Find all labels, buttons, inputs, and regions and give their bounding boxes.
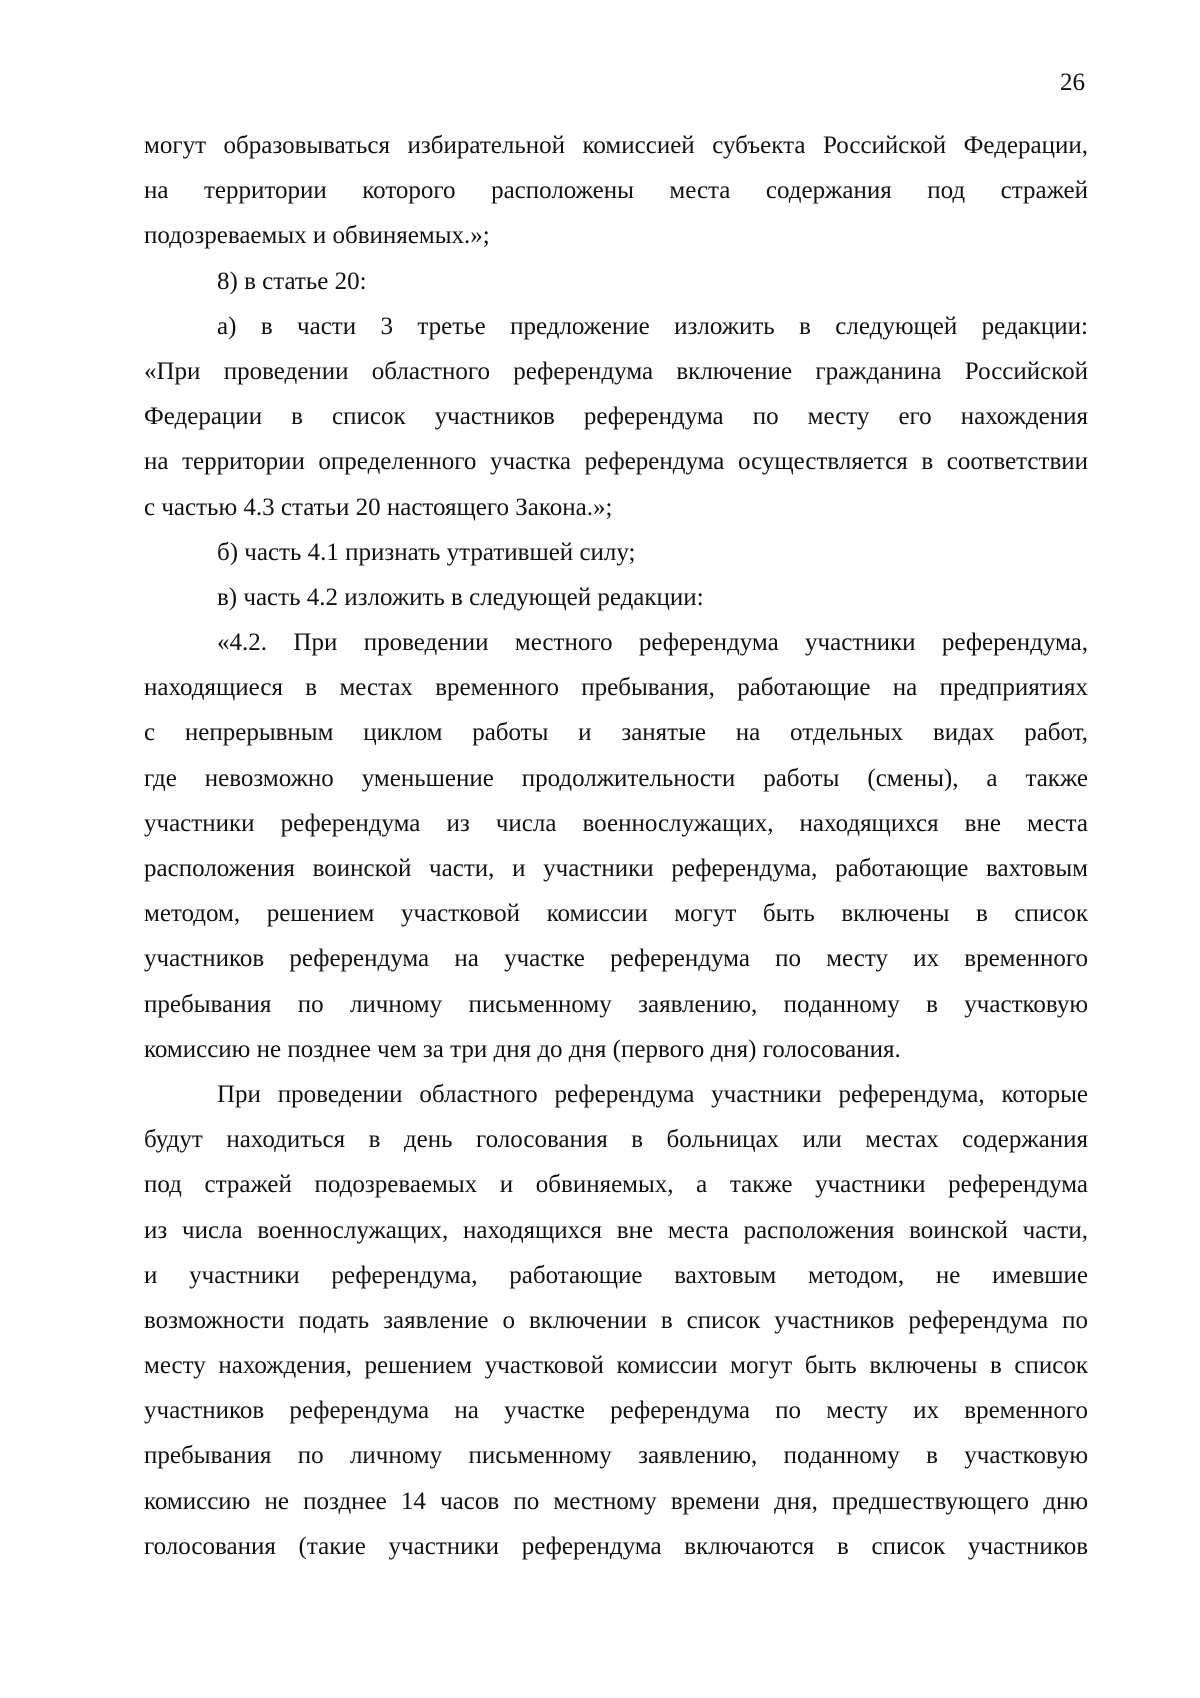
text-line: с непрерывным циклом работы и занятые на отдельных видах работ, <box>144 719 1088 747</box>
text-line: где невозможно уменьшение продолжительности работы (смены), а также <box>144 764 1088 792</box>
text-line: участники референдума из числа военнослужащих, находящихся вне места <box>144 809 1088 837</box>
text-line: 8) в статье 20: <box>217 267 367 295</box>
text-line: участников референдума на участке референдума по месту их временного <box>144 945 1088 973</box>
text-line: комиссию не позднее чем за три дня до дня (первого дня) голосования. <box>144 1035 901 1063</box>
text-line: будут находиться в день голосования в больницах или местах содержания <box>144 1126 1088 1154</box>
text-line: При проведении областного референдума участники референдума, которые <box>217 1080 1088 1108</box>
document-body <box>144 123 1088 1569</box>
text-line: под стражей подозреваемых и обвиняемых, а также участники референдума <box>144 1171 1088 1199</box>
text-line: подозреваемых и обвиняемых.»; <box>144 222 490 250</box>
text-line: с частью 4.3 статьи 20 настоящего Закона.»; <box>144 493 613 521</box>
text-line: и участники референдума, работающие вахтовым методом, не имевшие <box>144 1261 1088 1289</box>
text-line: а) в части 3 третье предложение изложить в следующей редакции: <box>217 312 1088 340</box>
page-number: 26 <box>1060 69 1085 96</box>
text-line: «4.2. При проведении местного референдума участники референдума, <box>217 629 1088 657</box>
text-line: на территории которого расположены места содержания под стражей <box>144 177 1088 205</box>
text-line: из числа военнослужащих, находящихся вне места расположения воинской части, <box>144 1216 1088 1244</box>
text-line: в) часть 4.2 изложить в следующей редакции: <box>217 583 704 611</box>
text-line: участников референдума на участке референдума по месту их временного <box>144 1397 1088 1425</box>
text-line: пребывания по личному письменному заявлению, поданному в участковую <box>144 990 1088 1018</box>
text-line: Федерации в список участников референдума по месту его нахождения <box>144 403 1088 431</box>
text-line: возможности подать заявление о включении в список участников референдума по <box>144 1306 1088 1334</box>
text-line: находящиеся в местах временного пребывания, работающие на предприятиях <box>144 674 1088 702</box>
text-line: б) часть 4.1 признать утратившей силу; <box>217 538 636 566</box>
text-line: голосования (такие участники референдума включаются в список участников <box>144 1532 1088 1560</box>
text-line: расположения воинской части, и участники референдума, работающие вахтовым <box>144 855 1088 882</box>
text-line: «При проведении областного референдума включение гражданина Российской <box>144 357 1088 385</box>
text-line: методом, решением участковой комиссии могут быть включены в список <box>144 900 1088 928</box>
text-line: месту нахождения, решением участковой комиссии могут быть включены в список <box>144 1352 1088 1380</box>
text-line: комиссию не позднее 14 часов по местному времени дня, предшествующего дню <box>144 1487 1088 1515</box>
text-line: на территории определенного участка референдума осуществляется в соответствии <box>144 448 1088 476</box>
text-line: пребывания по личному письменному заявлению, поданному в участковую <box>144 1442 1088 1470</box>
text-line: могут образовываться избирательной комиссией субъекта Российской Федерации, <box>144 132 1088 159</box>
